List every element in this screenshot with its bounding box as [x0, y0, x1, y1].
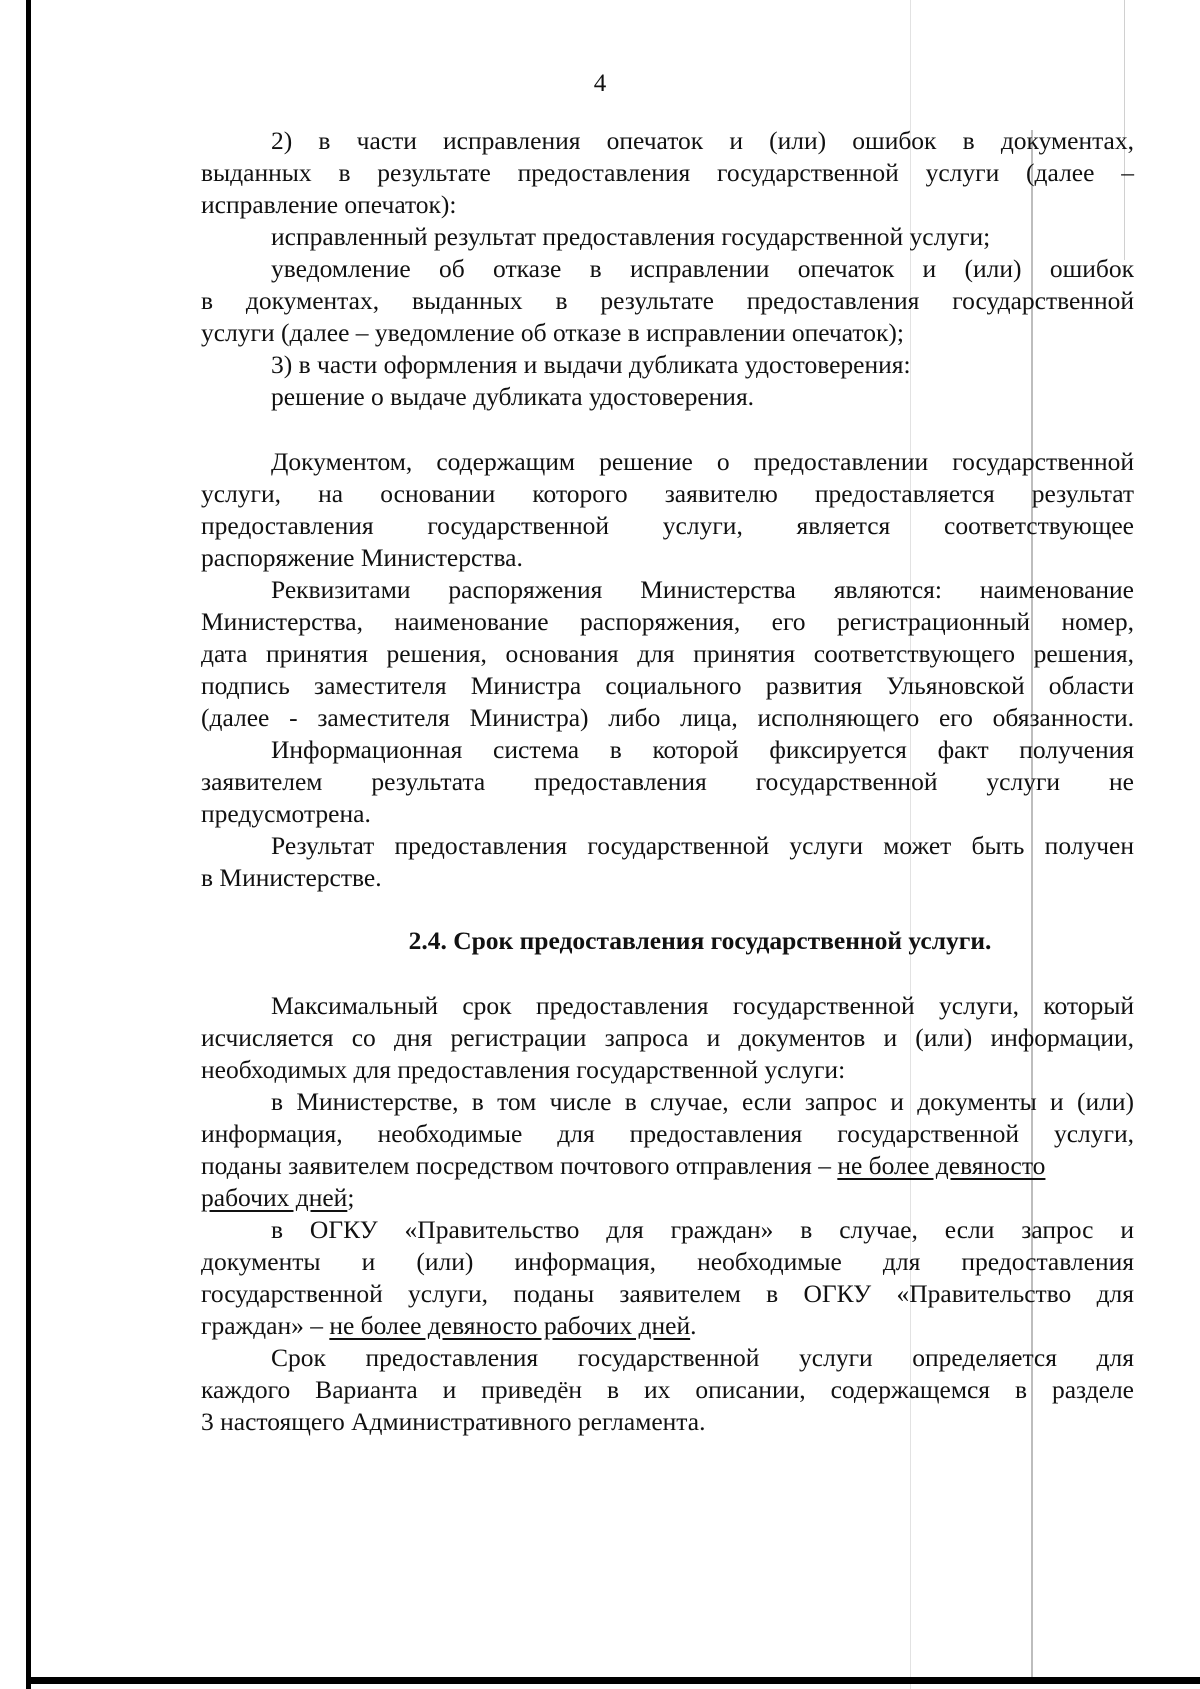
- page-number: 4: [593, 70, 607, 97]
- scan-border-left: [26, 0, 31, 1689]
- text-line: Документом, содержащим решение о предоставлении государственной: [271, 447, 1134, 476]
- text-line: уведомление об отказе в исправлении опечаток и (или) ошибок: [271, 254, 1134, 283]
- text-line: документы и (или) информация, необходимые для предоставления: [201, 1247, 1134, 1276]
- text-line: [201, 1150, 1045, 1182]
- text-line: [201, 1182, 354, 1214]
- text-line: исчисляется со дня регистрации запроса и документов и (или) информации,: [201, 1023, 1134, 1052]
- text-fragment: ;: [347, 1183, 355, 1212]
- text-line: Срок предоставления государственной услуги определяется для: [271, 1343, 1134, 1372]
- text-line: исправление опечаток):: [201, 190, 457, 219]
- text-line: в Министерстве.: [201, 863, 382, 892]
- text-line: подпись заместителя Министра социального развития Ульяновской области: [201, 671, 1134, 700]
- text-line: выданных в результате предоставления государственной услуги (далее –: [201, 158, 1134, 187]
- text-line: заявителем результата предоставления государственной услуги не: [201, 767, 1134, 796]
- text-line: информация, необходимые для предоставления государственной услуги,: [201, 1119, 1134, 1148]
- underlined-term: рабочих дней: [201, 1183, 348, 1212]
- text-line: в ОГКУ «Правительство для граждан» в случае, если запрос и: [271, 1215, 1134, 1244]
- text-line: государственной услуги, поданы заявителем в ОГКУ «Правительство для: [201, 1279, 1134, 1308]
- text-line: Информационная система в которой фиксируется факт получения: [271, 735, 1134, 764]
- text-fragment: .: [690, 1311, 697, 1340]
- text-line: в Министерстве, в том числе в случае, если запрос и документы и (или): [271, 1087, 1134, 1116]
- text-line: (далее - заместителя Министра) либо лица, исполняющего его обязанности.: [201, 703, 1134, 732]
- text-line: необходимых для предоставления государственной услуги:: [201, 1055, 846, 1084]
- section-heading: 2.4. Срок предоставления государственной услуги.: [408, 926, 992, 955]
- text-line: дата принятия решения, основания для принятия соответствующего решения,: [201, 639, 1134, 668]
- text-line: распоряжение Министерства.: [201, 543, 523, 572]
- text-fragment: поданы заявителем посредством почтового отправления –: [201, 1151, 831, 1180]
- text-line: 2) в части исправления опечаток и (или) ошибок в документах,: [271, 126, 1134, 155]
- text-line: [201, 1310, 697, 1342]
- scan-fold-line: [1031, 130, 1033, 1680]
- text-line: Максимальный срок предоставления государственной услуги, который: [271, 991, 1134, 1020]
- text-line: 3 настоящего Административного регламента.: [201, 1407, 706, 1436]
- text-line: Результат предоставления государственной услуги может быть получен: [271, 831, 1134, 860]
- text-fragment: граждан» –: [201, 1311, 323, 1340]
- text-line: каждого Варианта и приведён в их описании, содержащемся в разделе: [201, 1375, 1134, 1404]
- underlined-term: не более девяносто: [837, 1151, 1046, 1180]
- text-line: в документах, выданных в результате предоставления государственной: [201, 286, 1134, 315]
- text-line: 3) в части оформления и выдачи дубликата удостоверения:: [271, 350, 911, 379]
- text-line: решение о выдаче дубликата удостоверения.: [271, 382, 755, 411]
- underlined-term: не более девяносто рабочих дней: [329, 1311, 691, 1340]
- scan-border-bottom: [26, 1677, 1200, 1684]
- text-line: услуги, на основании которого заявителю предоставляется результат: [201, 479, 1134, 508]
- text-line: Министерства, наименование распоряжения, его регистрационный номер,: [201, 607, 1134, 636]
- text-line: исправленный результат предоставления государственной услуги;: [271, 222, 991, 251]
- text-line: предоставления государственной услуги, является соответствующее: [201, 511, 1134, 540]
- text-line: предусмотрена.: [201, 799, 371, 828]
- text-line: услуги (далее – уведомление об отказе в исправлении опечаток);: [201, 318, 904, 347]
- text-line: Реквизитами распоряжения Министерства являются: наименование: [271, 575, 1134, 604]
